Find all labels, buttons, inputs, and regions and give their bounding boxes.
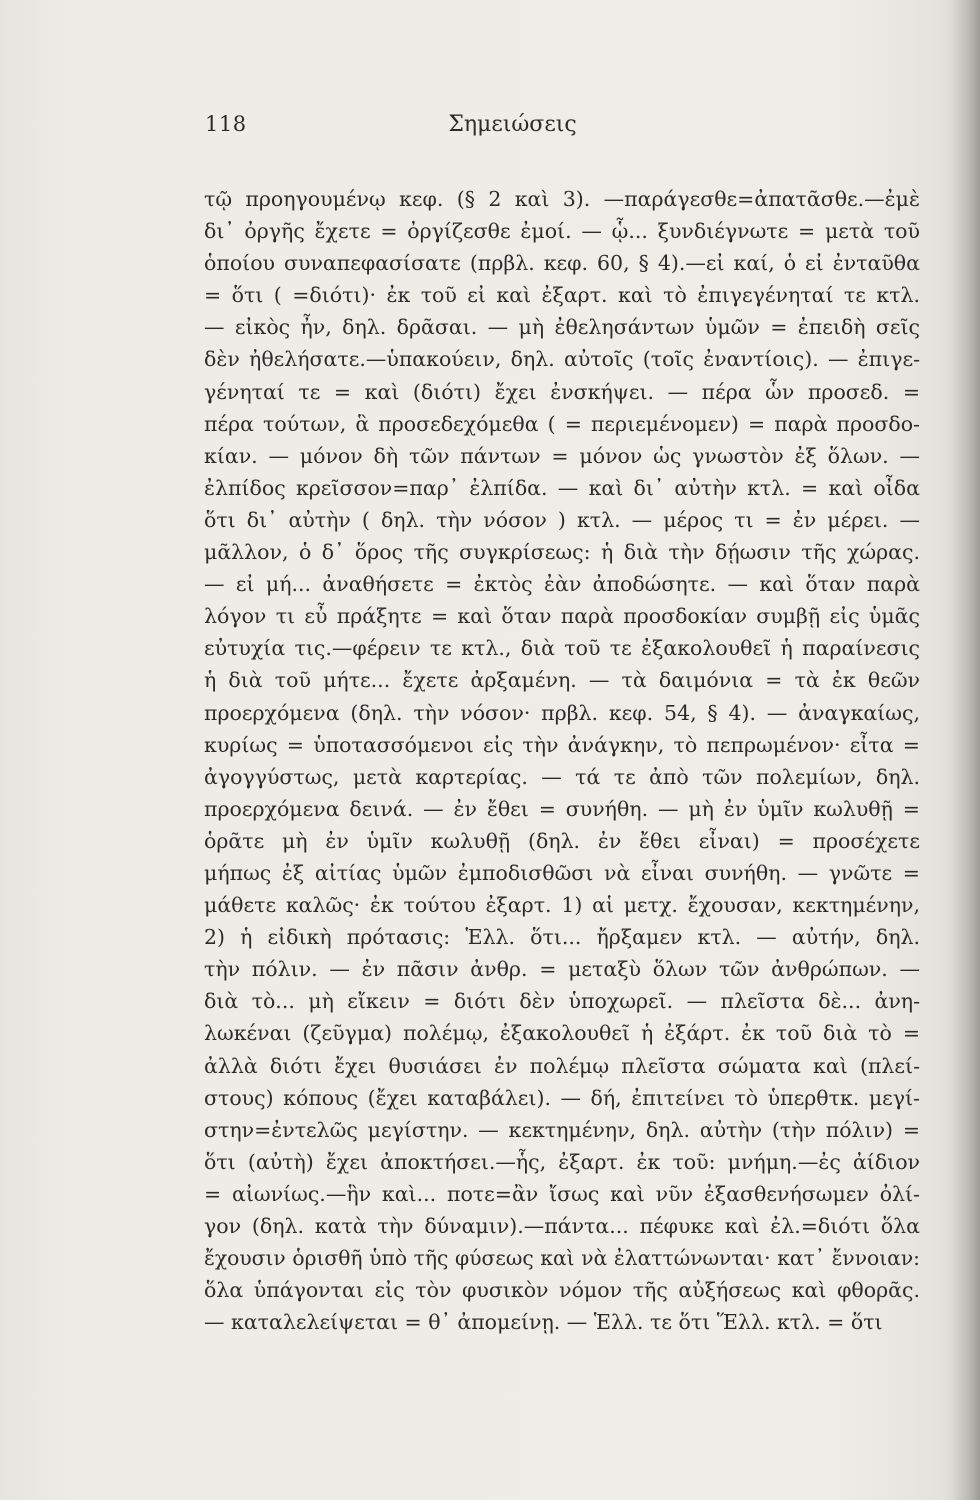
text-line: δὲν ἠθελήσατε.—ὑπακούειν, δηλ. αὐτοῖς (τοῖς ἐναντίοις). — ἐπιγε- — [204, 347, 920, 372]
text-line: = αἰωνίως.—ἣν καὶ... ποτε=ἂν ἴσως καὶ νῦν ἐξασθενήσωμεν ὀλί- — [204, 1181, 920, 1206]
text-line: 2) ἡ εἰδικὴ πρότασις: Ἑλλ. ὅτι... ἤρξαμεν κτλ. — αὐτήν, δηλ. — [204, 925, 920, 950]
text-line: ὁποίου συναπεφασίσατε (πρβλ. κεφ. 60, § 4).—εἰ καί, ὁ εἰ ἐνταῦθα — [204, 251, 920, 276]
running-title: Σημειώσεις — [448, 112, 577, 137]
text-line: διὰ τὸ... μὴ εἴκειν = διότι δὲν ὑποχωρεῖ. — πλεῖστα δὲ... ἀνη- — [204, 989, 920, 1014]
text-line: μᾶλλον, ὁ δ᾽ ὅρος τῆς συγκρίσεως: ἡ διὰ τὴν δῄωσιν τῆς χώρας. — [204, 540, 920, 565]
text-line: λωκέναι (ζεῦγμα) πολέμῳ, ἐξακολουθεῖ ἡ ἐξάρτ. ἐκ τοῦ διὰ τὸ = — [204, 1021, 920, 1046]
text-line: — εἰ μή... ἀναθήσετε = ἐκτὸς ἐὰν ἀποδώσητε. — καὶ ὅταν παρὰ — [204, 572, 920, 597]
text-line: ἔχουσιν ὁρισθῆ ὑπὸ τῆς φύσεως καὶ νὰ ἐλαττώνωνται· κατ᾽ ἔννοιαν: — [204, 1246, 920, 1271]
text-line: προερχόμενα (δηλ. τὴν νόσον· πρβλ. κεφ. 54, § 4). — ἀναγκαίως, — [204, 700, 920, 725]
text-line: ἡ διὰ τοῦ μήτε... ἔχετε ἀρξαμένη. — τὰ δαιμόνια = τὰ ἐκ θεῶν — [204, 668, 920, 693]
text-line: γον (δηλ. κατὰ τὴν δύναμιν).—πάντα... πέφυκε καὶ ἐλ.=διότι ὅλα — [204, 1214, 920, 1238]
text-line: μήπως ἐξ αἰτίας ὑμῶν ἐμποδισθῶσι νὰ εἶναι συνήθη. — γνῶτε = — [204, 860, 920, 885]
text-line: εὐτυχία τις.—φέρειν τε κτλ., διὰ τοῦ τε ἐξακολουθεῖ ἡ παραίνεσις — [204, 636, 920, 661]
text-line: ὁρᾶτε μὴ ἐν ὑμῖν κωλυθῇ (δηλ. ἐν ἔθει εἶναι) = προσέχετε — [204, 828, 920, 853]
text-line: κίαν. — μόνον δὴ τῶν πάντων = μόνον ὡς γνωστὸν ἐξ ὅλων. — — [204, 443, 920, 468]
text-line: ὅτι δι᾽ αὐτὴν ( δηλ. τὴν νόσον ) κτλ. — μέρος τι = ἐν μέρει. — — [204, 507, 920, 532]
text-line: γένηταί τε = καὶ (διότι) ἔχει ἐνσκήψει. — πέρα ὧν προσεδ. = — [204, 379, 920, 404]
page-number: 118 — [205, 112, 247, 136]
text-line: ὅλα ὑπάγονται εἰς τὸν φυσικὸν νόμον τῆς αὐξήσεως καὶ φθορᾶς. — [204, 1278, 920, 1303]
text-line: = ὅτι ( =διότι)· ἐκ τοῦ εἰ καὶ ἐξαρτ. καὶ τὸ ἐπιγεγένηταί τε κτλ. — [204, 283, 920, 308]
text-line: ἐλπίδος κρεῖσσον=παρ᾽ ἐλπίδα. — καὶ δι᾽ αὐτὴν κτλ. = καὶ οἶδα — [204, 475, 920, 500]
notes-body-text — [204, 183, 920, 1338]
text-line: κυρίως = ὑποτασσόμενοι εἰς τὴν ἀνάγκην, τὸ πεπρωμένον· εἶτα = — [204, 732, 920, 757]
text-line: προερχόμενα δεινά. — ἐν ἔθει = συνήθη. — μὴ ἐν ὑμῖν κωλυθῇ = — [204, 796, 920, 821]
text-line: ἀγογγύστως, μετὰ καρτερίας. — τά τε ἀπὸ τῶν πολεμίων, δηλ. — [204, 764, 920, 789]
text-line: — εἰκὸς ἦν, δηλ. δρᾶσαι. — μὴ ἐθελησάντων ὑμῶν = ἐπειδὴ σεῖς — [204, 315, 920, 340]
page-header — [205, 112, 920, 152]
text-line: λόγον τι εὖ πράξητε = καὶ ὅταν παρὰ προσδοκίαν συμβῇ εἰς ὑμᾶς — [204, 604, 920, 629]
text-line: τὴν πόλιν. — ἐν πᾶσιν ἀνθρ. = μεταξὺ ὅλων τῶν ἀνθρώπων. — — [204, 957, 920, 982]
text-line: ὅτι (αὐτὴ) ἔχει ἀποκτήσει.—ἧς, ἐξαρτ. ἐκ τοῦ: μνήμη.—ἐς ἀίδιον — [204, 1149, 920, 1174]
text-line: — καταλελείψεται = θ᾽ ἀπομείνῃ. — Ἑλλ. τε ὅτι Ἕλλ. κτλ. = ὅτι — [204, 1310, 883, 1335]
text-line: τῷ προηγουμένῳ κεφ. (§ 2 καὶ 3). —παράγεσθε=ἀπατᾶσθε.—ἐμὲ — [204, 187, 920, 211]
text-line: στους) κόπους (ἔχει καταβάλει). — δή, ἐπιτείνει τὸ ὑπερθτκ. μεγί- — [204, 1085, 920, 1110]
text-line: στην=ἐντελῶς μεγίστην. — κεκτημένην, δηλ. αὐτὴν (τὴν πόλιν) = — [204, 1117, 920, 1142]
spine-shadow — [952, 0, 980, 1500]
text-line: ἀλλὰ διότι ἔχει θυσιάσει ἐν πολέμῳ πλεῖστα σώματα καὶ (πλεί- — [204, 1053, 920, 1078]
text-line: πέρα τούτων, ἃ προσεδεχόμεθα ( = περιεμένομεν) = παρὰ προσδο- — [204, 411, 920, 436]
text-line: μάθετε καλῶς· ἐκ τούτου ἐξαρτ. 1) αἱ μετχ. ἔχουσαν, κεκτημένην, — [204, 893, 920, 918]
text-line: δι᾽ ὀργῆς ἔχετε = ὀργίζεσθε ἐμοί. — ᾧ... ξυνδιέγνωτε = μετὰ τοῦ — [204, 219, 920, 244]
